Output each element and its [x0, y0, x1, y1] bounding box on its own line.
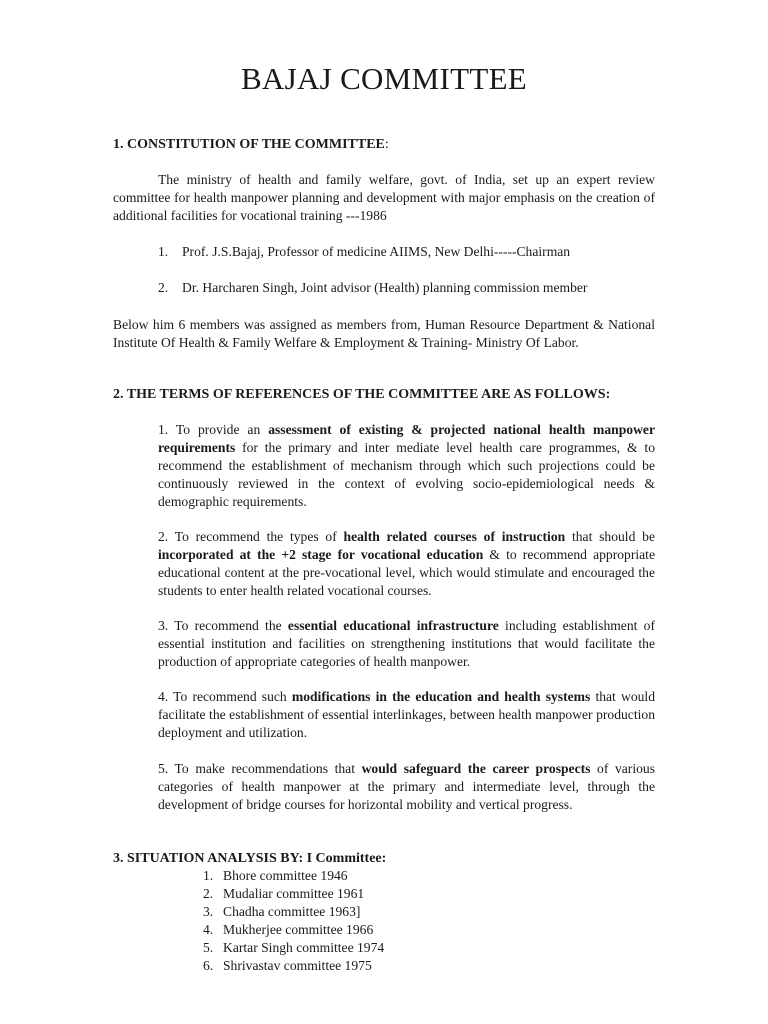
committee-item-6: [203, 957, 372, 975]
term-4-text-cont: that would facilitate the establishment of essential interlinkages, between health manpower production deployment and utilization.: [158, 689, 655, 740]
committee-4-number: 4.: [203, 922, 214, 937]
term-1-text: 1. To provide an: [158, 422, 269, 437]
committee-4-text: Mukherjee committee 1966: [223, 922, 374, 937]
term-item-5: [158, 760, 655, 814]
member-2-number: 2.: [158, 280, 169, 295]
term-2-text-mid: that should be: [565, 529, 655, 544]
term-2-emphasis: health related courses of instruction: [343, 529, 566, 544]
committee-5-number: 5.: [203, 940, 214, 955]
section-1-heading: [113, 136, 389, 154]
committee-2-text: Mudaliar committee 1961: [223, 886, 365, 901]
term-item-1: [158, 421, 655, 511]
term-1-text-cont: for the primary and inter mediate level health care programmes, & to recommend the establishment of mechanism through which such projections could be continuously reviewed in the context of evolving socio-epidemiological needs & demographic requirements.: [158, 440, 655, 509]
committee-3-number: 3.: [203, 904, 214, 919]
committee-1-number: 1.: [203, 868, 214, 883]
member-1-number: 1.: [158, 244, 169, 259]
term-3-emphasis: essential educational infrastructure: [287, 618, 499, 633]
term-3-text-cont: including establishment of essential institution and facilities on strengthening institutions that would facilitate the production of appropriate categories of health manpower.: [158, 618, 655, 669]
term-5-text-cont: of various categories of health manpower at the primary and intermediate level, through the development of bridge courses for horizontal mobility and vertical progress.: [158, 761, 655, 812]
term-5-emphasis: would safeguard the career prospects: [361, 761, 591, 776]
term-4-text: 4. To recommend such: [158, 689, 292, 704]
committee-6-text: Shrivastav committee 1975: [223, 958, 372, 973]
term-4-emphasis: modifications in the education and health systems: [291, 689, 591, 704]
term-item-4: [158, 688, 655, 742]
section-1-intro: The ministry of health and family welfare, govt. of India, set up an expert review committee for health manpower planning and development with major emphasis on the creation of additional facilities for vocational training ---1986: [113, 172, 655, 223]
term-item-3: [158, 617, 655, 671]
term-5-text: 5. To make recommendations that: [158, 761, 362, 776]
member-2-text: Dr. Harcharen Singh, Joint advisor (Health) planning commission member: [182, 280, 588, 295]
section-1-heading-text: 1. CONSTITUTION OF THE COMMITTEE: [113, 137, 385, 152]
section-1-members-note: Below him 6 members was assigned as members from, Human Resource Department & National Institute Of Health & Family Welfare & Employment & Training- Ministry Of Labor.: [113, 317, 655, 350]
member-1-text: Prof. J.S.Bajaj, Professor of medicine AIIMS, New Delhi-----Chairman: [182, 244, 571, 259]
committee-item-2: [203, 885, 364, 903]
section-1-heading-colon: :: [384, 137, 389, 152]
committee-3-text: Chadha committee 1963]: [223, 904, 361, 919]
term-2-text-cont: & to recommend appropriate educational content at the pre-vocational level, which would stimulate and encouraged the students to enter health related vocational courses.: [158, 547, 655, 598]
member-item-2: [158, 279, 587, 297]
document-title: BAJAJ COMMITTEE: [240, 61, 528, 96]
committee-2-number: 2.: [203, 886, 214, 901]
term-item-2: [158, 528, 655, 600]
section-3-heading: 3. SITUATION ANALYSIS BY: I Committee:: [113, 851, 387, 866]
term-2-text: 2. To recommend the types of: [158, 529, 344, 544]
member-item-1: [158, 243, 570, 261]
committee-item-4: [203, 921, 373, 939]
term-3-text: 3. To recommend the: [158, 618, 288, 633]
committee-item-3: [203, 903, 360, 921]
committee-1-text: Bhore committee 1946: [223, 868, 348, 883]
committee-item-5: [203, 939, 384, 957]
term-2-emphasis-2: incorporated at the +2 stage for vocational education: [158, 547, 484, 562]
term-1-emphasis: assessment of existing & projected national health manpower requirements: [158, 422, 655, 455]
committee-5-text: Kartar Singh committee 1974: [223, 940, 385, 955]
committee-item-1: [203, 867, 348, 885]
section-2-heading: 2. THE TERMS OF REFERENCES OF THE COMMITTEE ARE AS FOLLOWS:: [113, 387, 611, 402]
committee-6-number: 6.: [203, 958, 214, 973]
